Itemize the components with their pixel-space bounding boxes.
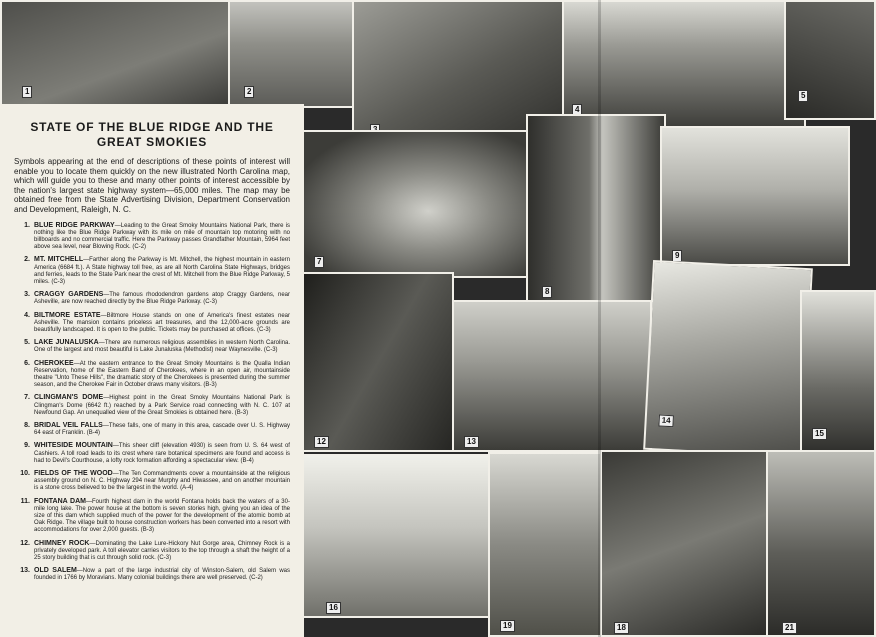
item-number: 6. <box>24 359 30 367</box>
item-number: 12. <box>20 539 30 547</box>
item-number: 11. <box>20 497 30 505</box>
photo-number: 12 <box>314 436 329 448</box>
photo-19-fisherman <box>488 452 604 637</box>
item-name: BRIDAL VEIL FALLS <box>34 422 103 430</box>
item-number: 8. <box>24 422 30 430</box>
points-of-interest-list <box>14 222 290 583</box>
photo-number: 8 <box>542 286 552 298</box>
list-item <box>14 394 290 417</box>
item-name: CRAGGY GARDENS <box>34 291 104 299</box>
item-text: —Biltmore House stands on one of America's finest estates near Asheville. The mansion contains priceless art treasures, and the 12,000-acre grounds are beautifully landscaped. It is open to the public. Tickets may be purchased at offices. (C-3) <box>34 312 290 333</box>
item-text: —Dominating the Lake Lure-Hickory Nut Gorge area, Chimney Rock is a privately developed park. A toll elevator carries visitors to the top through a shaft the height of a 25 story building that is cut through solid rock. (C-3) <box>34 540 290 562</box>
item-name: LAKE JUNALUSKA <box>34 339 99 347</box>
item-text: —This sheer cliff (elevation 4930) is seen from U. S. 64 west of Cashiers. A toll road leads to its crest where rare botanical specimens are found and access is had to Devil's Courthouse, a lofty rock formation affording a spectacular view. (B-4) <box>34 443 290 464</box>
photo-number: 21 <box>782 622 797 634</box>
item-name: CHEROKEE <box>34 359 74 367</box>
item-number: 10. <box>20 470 30 478</box>
item-text: —These falls, one of many in this area, cascade over U. S. Highway 64 east of Franklin. (B-4) <box>34 423 290 437</box>
item-number: 5. <box>24 339 30 347</box>
item-text: —At the eastern entrance to the Great Smoky Mountains is the Qualla Indian Reservation, home of the Eastern Band of Cherokees, where in an open air, mountainside theatre "Unto These Hills", the dramatic story of the Cherokees is presented during the summer season, and the Cherokee Fair in October draws many visitors. (B-3) <box>34 360 290 389</box>
list-item <box>14 339 290 354</box>
photo-21-street <box>766 450 876 637</box>
item-name: OLD SALEM <box>34 567 77 575</box>
list-item <box>14 312 290 335</box>
panel-title: STATE OF THE BLUE RIDGE AND THE GREAT SMOKIES <box>30 120 274 149</box>
list-item <box>14 256 290 286</box>
item-text: —Leading to the Great Smoky Mountains National Park, there is nothing like the Blue Ridge Parkway with its mile on mile of mountain top motoring with no billboards and no commercial traffic. Here the Parkway passes Grandfather Mountain, 5964 feet above sea level, near Blowing Rock. (C-2) <box>34 222 290 251</box>
item-number: 4. <box>24 311 30 319</box>
list-item <box>14 540 290 563</box>
item-text: —Highest point in the Great Smoky Mountains National Park is Clingman's Dome (6642 ft.) reached by a Park Service road connecting with N. C. 107 at Newfound Gap. An unequalled view of the Great Smokies is obtained here. (B-3) <box>34 395 291 416</box>
photo-number: 13 <box>464 436 479 448</box>
photo-5-lake <box>784 0 876 120</box>
item-name: CLINGMAN'S DOME <box>34 394 104 402</box>
photo-number: 14 <box>658 414 674 427</box>
photo-8-falls <box>526 114 666 302</box>
item-text: —Now a part of the large industrial city of Winston-Salem, old Salem was founded in 1766 by Moravians. Many colonial buildings there are well preserved. (C-2) <box>34 568 290 582</box>
photo-13-old-salem <box>452 300 652 452</box>
item-number: 13. <box>20 567 30 575</box>
item-number: 1. <box>24 221 30 229</box>
item-text: —The famous rhododendron gardens atop Craggy Gardens, near Asheville, are now reached directly by the Blue Ridge Parkway. (C-3) <box>34 292 290 306</box>
item-text: —Fourth highest dam in the world Fontana holds back the waters of a 30-mile long lake. The power house at the bottom is seven stories high, giving you an idea of the size of this dam which supplied much of the power for the development of the atomic bomb at Oak Ridge. The village built to house construction workers has been converted into a resort with accommodations for over 2,000 guests. (B-3) <box>34 498 290 534</box>
photo-9-whiteside <box>660 126 850 266</box>
photo-number: 9 <box>672 250 682 262</box>
photo-number: 2 <box>244 86 254 98</box>
photo-12-chimney-rock <box>302 272 454 452</box>
text-panel <box>0 104 304 637</box>
photo-16-inn <box>302 454 490 618</box>
item-name: BLUE RIDGE PARKWAY <box>34 221 115 229</box>
photo-1-forest-road <box>0 0 232 108</box>
item-name: BILTMORE ESTATE <box>34 311 101 319</box>
item-text: —There are numerous religious assemblies in western North Carolina. One of the largest and most beautiful is Lake Junaluska (Methodist) near Waynesville. (C-3) <box>34 340 290 354</box>
photo-number: 15 <box>812 428 827 440</box>
intro-paragraph: Symbols appearing at the end of descriptions of these points of interest will enable you to locate them quickly on the new illustrated North Carolina map, which will guide you to these and many other points of interest accessible by the nation's largest state highway system—65,000 miles. The map may be obtained free from the State Advertising Division, Department Conservation and Development, Raleigh, N. C. <box>14 157 290 214</box>
item-number: 2. <box>24 256 30 264</box>
item-name: FIELDS OF THE WOOD <box>34 470 113 478</box>
list-item <box>14 291 290 306</box>
item-name: MT. MITCHELL <box>34 256 84 264</box>
list-item <box>14 498 290 535</box>
photo-number: 4 <box>572 104 582 116</box>
list-item <box>14 222 290 252</box>
photo-14-building-crowd <box>643 260 813 458</box>
item-name: WHITESIDE MOUNTAIN <box>34 442 113 450</box>
photo-number: 18 <box>614 622 629 634</box>
item-number: 3. <box>24 291 30 299</box>
item-number: 7. <box>24 394 30 402</box>
item-number: 9. <box>24 442 30 450</box>
photo-number: 5 <box>798 90 808 102</box>
item-text: —The Ten Commandments cover a mountainside at the religious assembly ground on N. C. Highway 294 near Murphy and Hiwassee, and on another mountain is a stone cross believed to be the largest in the world. (A-4) <box>34 471 290 492</box>
photo-number: 7 <box>314 256 324 268</box>
list-item <box>14 470 290 493</box>
photo-7-dome-road <box>302 130 532 278</box>
item-name: CHIMNEY ROCK <box>34 539 90 547</box>
item-text: —Farther along the Parkway is Mt. Mitchell, the highest mountain in eastern America (6684 ft.). A State highway toll free, as are all North Carolina State Highways, bridges and ferries, leads to the State Park near the crest of Mt. Mitchell from the Blue Ridge Parkway, 5 miles. (C-3) <box>34 257 290 285</box>
list-item <box>14 360 290 390</box>
page-fold <box>598 0 601 637</box>
photo-number: 16 <box>326 602 341 614</box>
photo-number: 1 <box>22 86 32 98</box>
photo-2-parkway <box>228 0 358 108</box>
list-item <box>14 422 290 437</box>
photo-15-chapel <box>800 290 876 454</box>
photo-18-group <box>600 450 772 637</box>
photo-number: 19 <box>500 620 515 632</box>
list-item <box>14 442 290 465</box>
item-name: FONTANA DAM <box>34 497 86 505</box>
list-item <box>14 567 290 582</box>
